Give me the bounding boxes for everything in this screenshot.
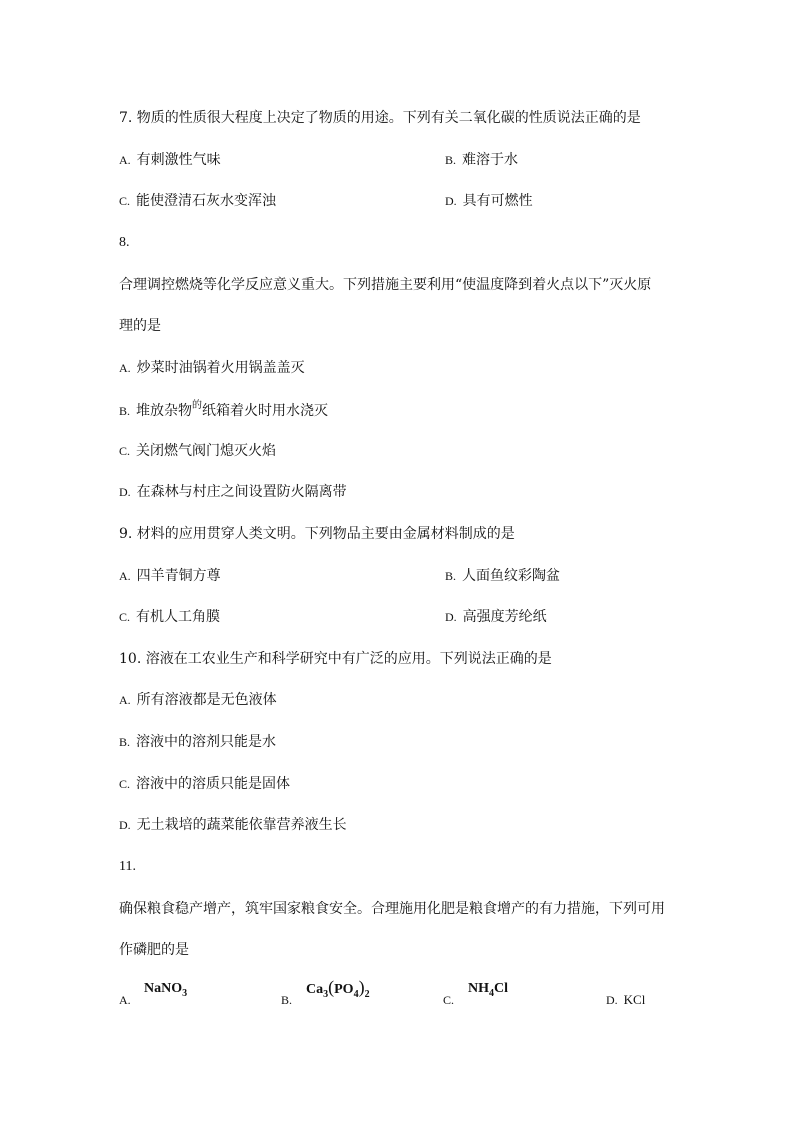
option-text: 溶液中的溶质只能是固体 xyxy=(136,776,291,792)
option-label: B. xyxy=(119,735,131,749)
formula-subscript: 3 xyxy=(323,988,329,1000)
option-label: B. xyxy=(445,153,457,167)
formula-part: NH xyxy=(468,981,489,996)
q11-option-b[interactable] xyxy=(281,991,298,1009)
q7-option-a[interactable] xyxy=(119,151,221,169)
q11-formula-b xyxy=(306,977,370,1000)
q11-stem-line1: 确保粮食稳产增产，筑牢国家粮食安全。合理施用化肥是粮食增产的有力措施，下列可用 xyxy=(119,901,665,917)
q7-stem: 7. 物质的性质很大程度上决定了物质的用途。下列有关二氧化碳的性质说法正确的是 xyxy=(119,110,641,126)
q10-option-a[interactable] xyxy=(119,691,277,709)
option-label: C. xyxy=(119,194,131,208)
q8-option-d[interactable] xyxy=(119,483,347,501)
option-text: 有刺激性气味 xyxy=(136,152,221,168)
option-text: 在森林与村庄之间设置防火隔离带 xyxy=(136,484,347,500)
option-label: D. xyxy=(119,818,131,832)
option-label: A. xyxy=(119,153,131,167)
option-text: 四羊青铜方尊 xyxy=(136,568,221,584)
q9-option-c[interactable] xyxy=(119,608,220,626)
q10-option-d[interactable] xyxy=(119,816,347,834)
option-label: D. xyxy=(445,610,457,624)
q9-option-a[interactable] xyxy=(119,567,221,585)
formula-subscript: 2 xyxy=(364,988,370,1000)
option-label: D. xyxy=(445,194,457,208)
option-text: 具有可燃性 xyxy=(462,193,533,209)
option-text: 高强度芳纶纸 xyxy=(462,609,547,625)
formula-subscript: 4 xyxy=(489,987,494,999)
option-label: A. xyxy=(119,693,131,707)
q8-stem-line2: 理的是 xyxy=(119,318,161,334)
q7-option-d[interactable] xyxy=(445,192,533,210)
option-text-superscript: 的 xyxy=(192,400,203,411)
option-text: 人面鱼纹彩陶盆 xyxy=(462,568,561,584)
option-text: 能使澄清石灰水变浑浊 xyxy=(136,193,277,209)
formula-part: PO xyxy=(334,982,354,997)
q8-option-a[interactable] xyxy=(119,359,305,377)
q8-stem-line1: 合理调控燃烧等化学反应意义重大。下列措施主要利用“使温度降到着火点以下”灭火原 xyxy=(119,277,652,293)
formula-subscript: 3 xyxy=(182,987,188,999)
q9-option-b[interactable] xyxy=(445,567,560,585)
formula-paren: ( xyxy=(328,977,335,997)
q10-stem: 10. 溶液在工农业生产和科学研究中有广泛的应用。下列说法正确的是 xyxy=(119,651,552,667)
option-text: 炒菜时油锅着火用锅盖盖灭 xyxy=(136,360,305,376)
option-text: 无土栽培的蔬菜能依靠营养液生长 xyxy=(136,817,347,833)
q7-option-c[interactable] xyxy=(119,192,276,210)
formula-part: NaNO xyxy=(144,981,183,996)
q8-option-c[interactable] xyxy=(119,442,276,460)
q11-option-a[interactable] xyxy=(119,991,137,1009)
option-label: D. xyxy=(119,485,131,499)
q8-number: 8. xyxy=(119,235,130,250)
q9-option-d[interactable] xyxy=(445,608,547,626)
option-label: C. xyxy=(443,993,455,1007)
q7-option-b[interactable] xyxy=(445,151,518,169)
formula-part: Cl xyxy=(494,981,508,996)
q11-option-c[interactable] xyxy=(443,991,460,1009)
option-label: A. xyxy=(119,993,131,1007)
option-text: 关闭燃气阀门熄灭火焰 xyxy=(136,443,277,459)
option-label: B. xyxy=(445,569,457,583)
q11-option-d[interactable] xyxy=(606,991,645,1009)
option-text-post: 纸箱着火时用水浇灭 xyxy=(202,403,329,419)
option-text: 所有溶液都是无色液体 xyxy=(136,692,277,708)
formula-paren: ) xyxy=(358,977,365,997)
option-text: KCl xyxy=(623,992,646,1007)
option-label: B. xyxy=(119,404,131,418)
option-label: D. xyxy=(606,993,618,1007)
q11-number: 11. xyxy=(119,859,136,874)
option-label: A. xyxy=(119,569,131,583)
q9-stem: 9. 材料的应用贯穿人类文明。下列物品主要由金属材料制成的是 xyxy=(119,526,515,542)
formula-subscript: 4 xyxy=(353,988,359,1000)
option-label: C. xyxy=(119,610,131,624)
q11-stem-line2: 作磷肥的是 xyxy=(119,942,189,958)
option-label: A. xyxy=(119,361,131,375)
q10-option-c[interactable] xyxy=(119,775,290,793)
formula-part: Ca xyxy=(306,982,324,997)
q8-option-b[interactable] xyxy=(119,402,328,422)
q11-formula-c xyxy=(468,981,508,999)
option-label: C. xyxy=(119,777,131,791)
option-text: 难溶于水 xyxy=(462,152,519,168)
q11-formula-a xyxy=(144,981,187,999)
option-text: 有机人工角膜 xyxy=(136,609,221,625)
q10-option-b[interactable] xyxy=(119,733,276,751)
option-label: C. xyxy=(119,444,131,458)
option-label: B. xyxy=(281,993,293,1007)
option-text-pre: 堆放杂物 xyxy=(136,403,193,419)
option-text: 溶液中的溶剂只能是水 xyxy=(136,734,277,750)
